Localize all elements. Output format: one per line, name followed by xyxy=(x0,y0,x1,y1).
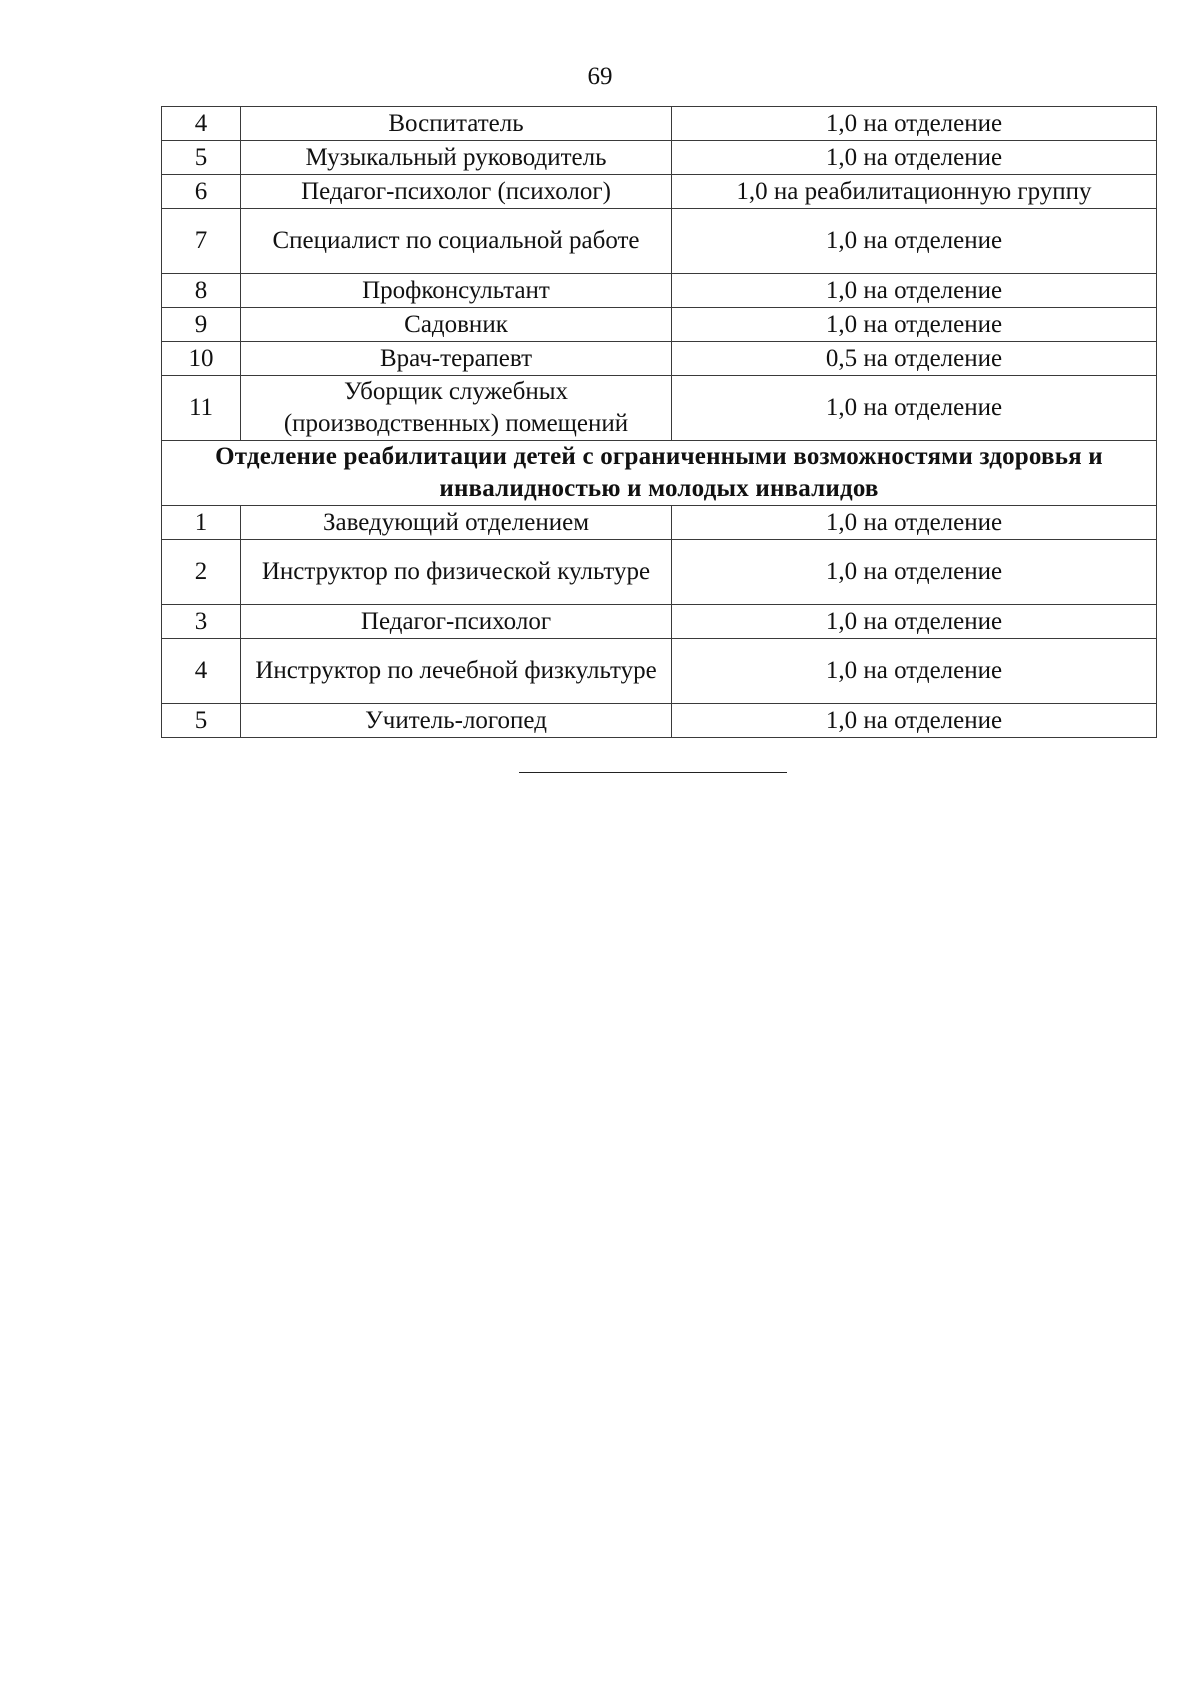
position-name: Садовник xyxy=(241,308,672,342)
row-number: 11 xyxy=(162,376,241,441)
staffing-table xyxy=(161,106,1157,738)
staffing-norm: 1,0 на отделение xyxy=(672,704,1157,738)
table-row xyxy=(162,175,1157,209)
staffing-norm: 1,0 на отделение xyxy=(672,308,1157,342)
row-number: 7 xyxy=(162,209,241,274)
row-number: 4 xyxy=(162,639,241,704)
position-name: Музыкальный руководитель xyxy=(241,141,672,175)
table-row xyxy=(162,605,1157,639)
table-row xyxy=(162,308,1157,342)
row-number: 9 xyxy=(162,308,241,342)
row-number: 5 xyxy=(162,704,241,738)
end-of-document-rule xyxy=(519,772,787,773)
staffing-norm: 1,0 на отделение xyxy=(672,141,1157,175)
position-name: Профконсультант xyxy=(241,274,672,308)
table-row xyxy=(162,704,1157,738)
table-row xyxy=(162,274,1157,308)
staffing-norm: 0,5 на отделение xyxy=(672,342,1157,376)
staffing-norm: 1,0 на отделение xyxy=(672,376,1157,441)
position-name: Инструктор по физической культуре xyxy=(241,540,672,605)
table-row xyxy=(162,506,1157,540)
page-number: 69 xyxy=(587,63,613,90)
staffing-norm: 1,0 на отделение xyxy=(672,209,1157,274)
table-row xyxy=(162,639,1157,704)
table-row xyxy=(162,209,1157,274)
staffing-norm: 1,0 на отделение xyxy=(672,274,1157,308)
table-row xyxy=(162,540,1157,605)
row-number: 4 xyxy=(162,107,241,141)
position-name: Врач-терапевт xyxy=(241,342,672,376)
staffing-norm: 1,0 на реабилитационную группу xyxy=(672,175,1157,209)
row-number: 1 xyxy=(162,506,241,540)
position-name: Воспитатель xyxy=(241,107,672,141)
position-name: Заведующий отделением xyxy=(241,506,672,540)
section-heading-row xyxy=(162,441,1157,506)
staffing-norm: 1,0 на отделение xyxy=(672,605,1157,639)
staffing-norm: 1,0 на отделение xyxy=(672,107,1157,141)
position-name: Учитель-логопед xyxy=(241,704,672,738)
staffing-norm: 1,0 на отделение xyxy=(672,506,1157,540)
position-name: Педагог-психолог xyxy=(241,605,672,639)
section-heading: Отделение реабилитации детей с ограниченными возможностями здоровья и инвалидностью и молодых инвалидов xyxy=(162,441,1157,506)
row-number: 10 xyxy=(162,342,241,376)
row-number: 3 xyxy=(162,605,241,639)
position-name: Специалист по социальной работе xyxy=(241,209,672,274)
table-row xyxy=(162,141,1157,175)
staffing-norm: 1,0 на отделение xyxy=(672,639,1157,704)
row-number: 6 xyxy=(162,175,241,209)
table-row xyxy=(162,342,1157,376)
position-name: Уборщик служебных (производственных) помещений xyxy=(241,376,672,441)
row-number: 8 xyxy=(162,274,241,308)
row-number: 5 xyxy=(162,141,241,175)
position-name: Инструктор по лечебной физкультуре xyxy=(241,639,672,704)
table-row xyxy=(162,376,1157,441)
position-name: Педагог-психолог (психолог) xyxy=(241,175,672,209)
row-number: 2 xyxy=(162,540,241,605)
table-row xyxy=(162,107,1157,141)
staffing-norm: 1,0 на отделение xyxy=(672,540,1157,605)
